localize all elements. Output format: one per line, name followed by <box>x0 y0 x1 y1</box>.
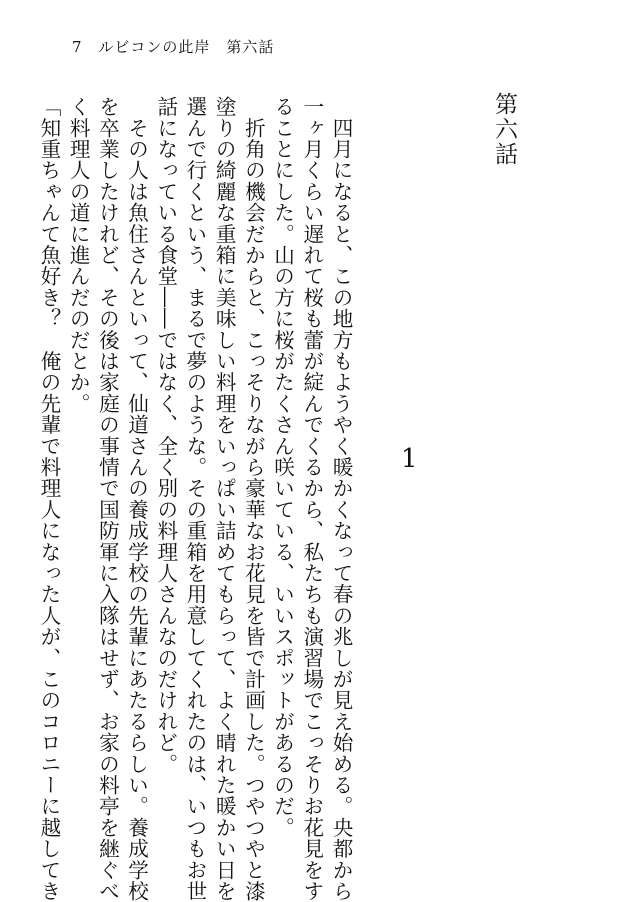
body-line: その人は魚住さんといって、仙道さんの養成学校の先輩にあたるらしい。養成学校 <box>124 96 149 902</box>
body-line: く料理人の道に進んだのだとか。 <box>66 96 91 414</box>
body-line: を卒業したけれど、その後は家庭の事情で国防軍に入隊はせず、お家の料亭を継ぐべ <box>95 96 120 902</box>
body-line: ることにした。山の方に桜がたくさん咲いている、いいスポットがあるのだ。 <box>270 96 295 838</box>
body-text <box>34 96 355 902</box>
body-line: 話になっている食堂――ではなく、全く別の料理人さんなのだけれど。 <box>153 96 178 775</box>
body-line: 選んで行くという、まるで夢のような。その重箱を用意してくれたのは、いつもお世 <box>182 96 207 902</box>
header-title: ルビコンの此岸 第六話 <box>98 38 275 56</box>
body-line: 塗りの綺麗な重箱に美味しい料理をいっぱい詰めてもらって、よく晴れた暖かい日を <box>212 96 237 902</box>
body-line: 四月になると、この地方もようやく暖かくなって春の兆しが見え始める。央都から <box>329 96 353 902</box>
header-page-number: 7 <box>72 38 83 56</box>
chapter-title: 第六話 <box>491 92 517 167</box>
body-line: 一ヶ月くらい遅れて桜も蕾が綻んでくるから、私たちも演習場でこっそりお花見をす <box>299 96 324 902</box>
section-number: 1 <box>401 444 418 474</box>
running-header <box>72 36 274 57</box>
body-line: 折角の機会だからと、こっそりながら豪華なお花見を皆で計画した。つやつやと漆 <box>241 96 266 902</box>
body-line: 「知重ちゃんて魚好き？ 俺の先輩で料理人になった人が、このコロニーに越してき <box>36 96 61 902</box>
